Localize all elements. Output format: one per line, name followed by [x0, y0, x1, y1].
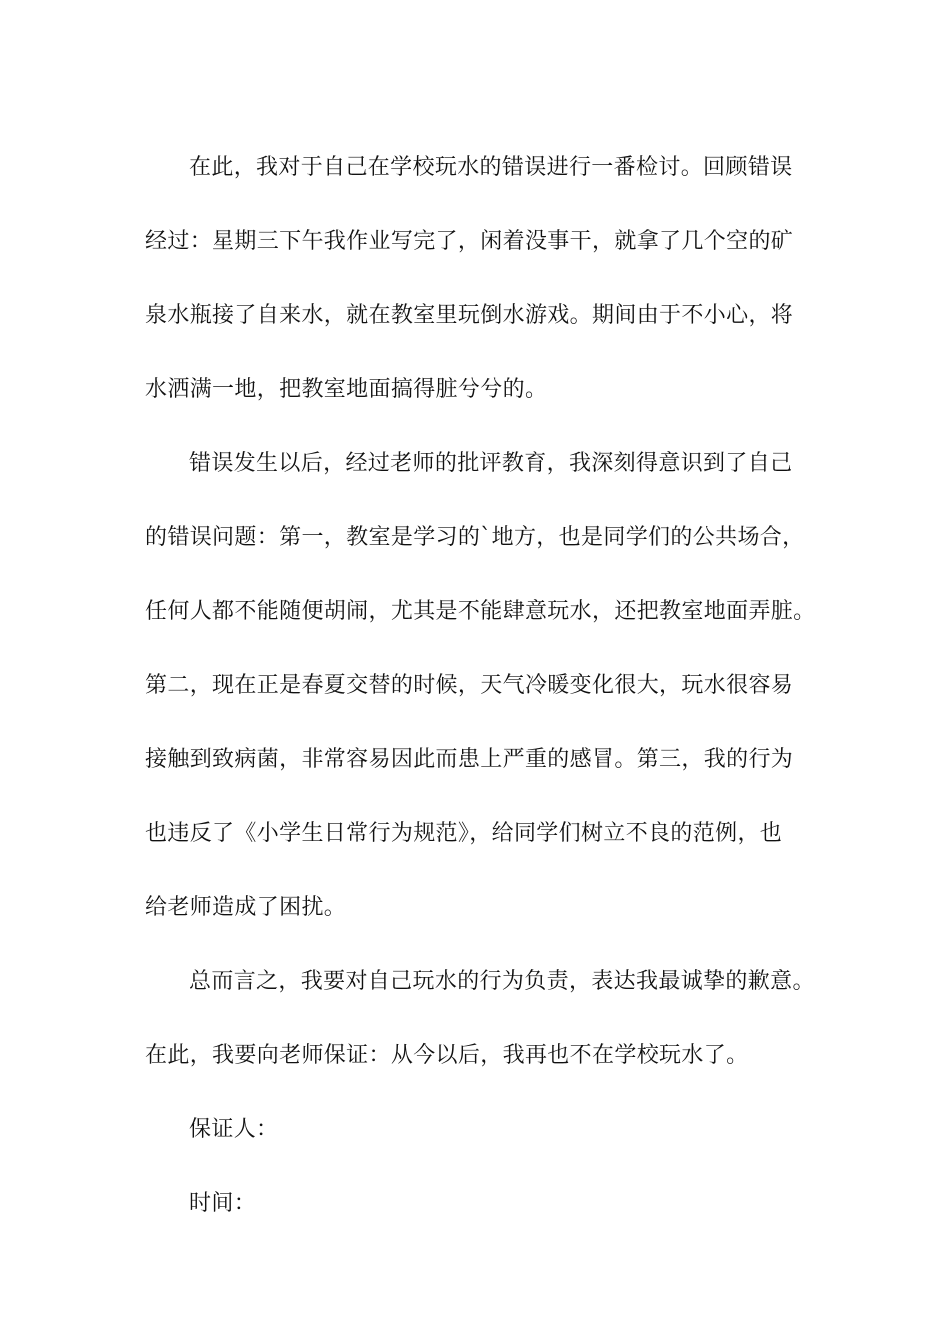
- paragraph-conclusion: [145, 945, 815, 1093]
- paragraph-line: 泉水瓶接了自来水，就在教室里玩倒水游戏。期间由于不小心，将: [145, 303, 794, 328]
- paragraph-line: 总而言之，我要对自己玩水的行为负责，表达我最诚挚的歉意。: [189, 969, 815, 994]
- paragraph-line: 第二，现在正是春夏交替的时候，天气冷暖变化很大，玩水很容易: [145, 673, 794, 698]
- paragraph-line: 的错误问题：第一，教室是学习的`地方，也是同学们的公共场合，: [145, 525, 805, 550]
- date-label: 时间：: [189, 1191, 257, 1216]
- paragraph-line: 任何人都不能随便胡闹，尤其是不能肆意玩水，还把教室地面弄脏。: [145, 599, 816, 624]
- paragraph-line: 接触到致病菌，非常容易因此而患上严重的感冒。第三，我的行为: [145, 747, 794, 772]
- paragraph-reflection: [145, 427, 815, 945]
- paragraph-line: 错误发生以后，经过老师的批评教育，我深刻得意识到了自己: [189, 451, 793, 476]
- paragraph-line: 经过：星期三下午我作业写完了，闲着没事干，就拿了几个空的矿: [145, 229, 794, 254]
- paragraph-line: 给老师造成了困扰。: [145, 895, 347, 920]
- paragraph-line: 水洒满一地，把教室地面搞得脏兮兮的。: [145, 377, 548, 402]
- paragraph-line: 在此，我要向老师保证：从今以后，我再也不在学校玩水了。: [145, 1043, 749, 1068]
- paragraph-line: 在此，我对于自己在学校玩水的错误进行一番检讨。回顾错误: [189, 155, 793, 180]
- paragraph-review: [145, 131, 815, 427]
- paragraph-line: 也违反了《小学生日常行为规范》，给同学们树立不良的范例，也: [145, 821, 783, 846]
- signature-block: [145, 1093, 815, 1241]
- document-body: [145, 131, 815, 1241]
- guarantor-label: 保证人：: [189, 1117, 279, 1142]
